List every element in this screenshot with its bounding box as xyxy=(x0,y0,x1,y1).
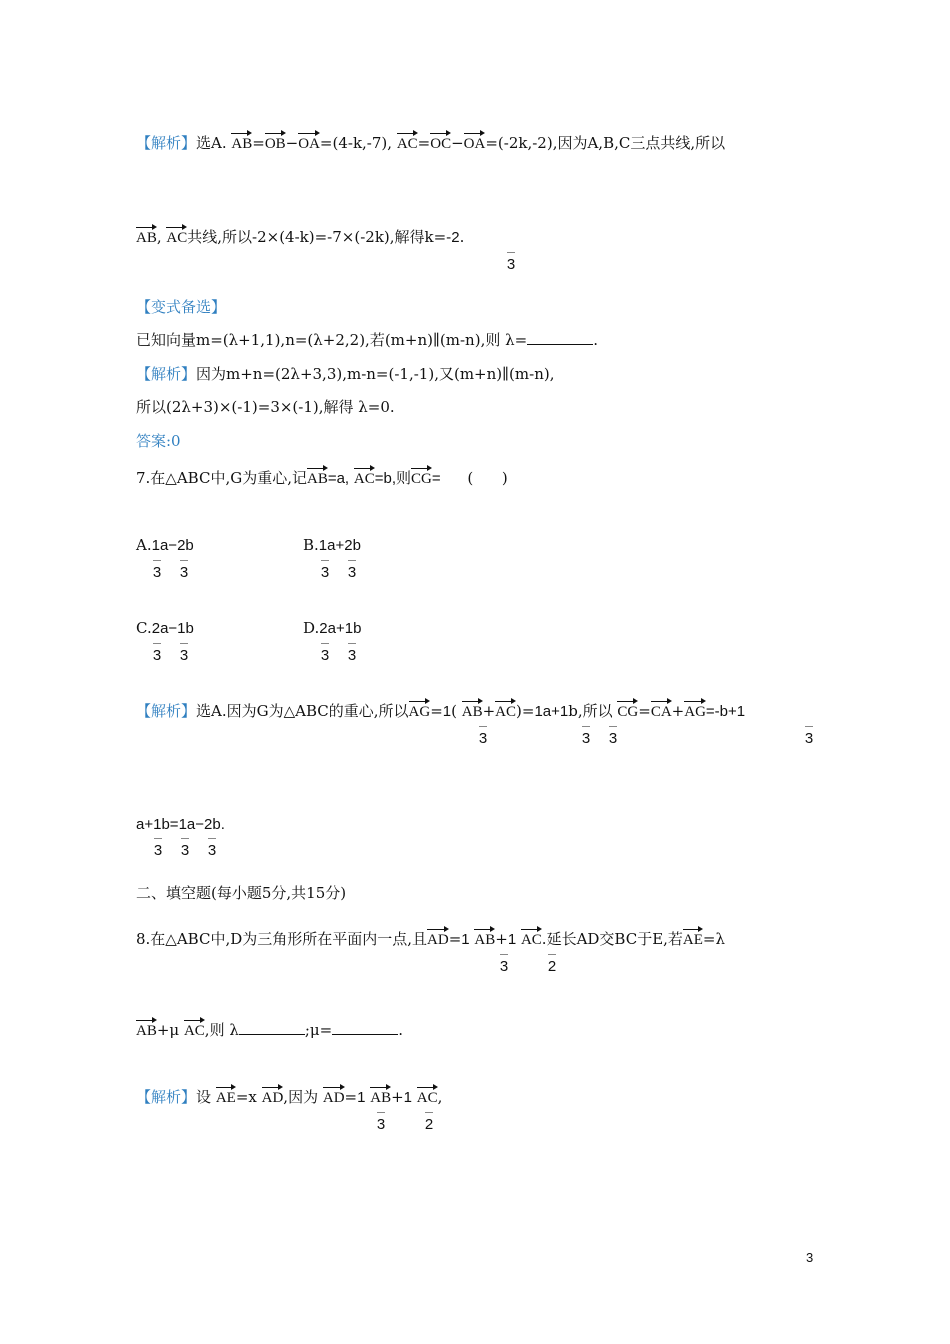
vector-AD: AD xyxy=(323,1086,345,1106)
question-8-solution: 【解析】设 AE=x AD,因为 AD=1 AB+1 AC, xyxy=(136,1088,443,1106)
vector-AC: AC xyxy=(354,467,375,487)
vector-AE: AE xyxy=(683,928,703,948)
vector-AC: AC xyxy=(495,700,516,720)
vector-AB: AB xyxy=(462,700,483,720)
solution-line-1: 【解析】选A. AB=OB−OA=(4-k,-7), AC=OC−OA=(-2k,-2),因为A,B,C三点共线,所以 xyxy=(136,134,726,152)
option-D-den-1: 3 xyxy=(320,647,330,664)
question-8-line-2: AB+μ AC,则 λ ;μ= . xyxy=(136,1021,403,1039)
vector-OC: OC xyxy=(430,132,451,152)
vector-CG: CG xyxy=(617,700,638,720)
option-B-den-2: 3 xyxy=(347,564,357,581)
fraction-denominator: 3 xyxy=(499,958,509,975)
solution-line-2: AB, AC共线,所以-2×(4-k)=-7×(-2k),解得k=-2. xyxy=(136,228,465,246)
vector-AG: AG xyxy=(409,700,431,720)
section-heading: 二、填空题(每小题5分,共15分) xyxy=(136,884,347,902)
fraction-denominator: 3 xyxy=(376,1116,386,1133)
fraction-denominator: 3 xyxy=(478,730,488,747)
option-A-den-1: 3 xyxy=(152,564,162,581)
vector-AC: AC xyxy=(184,1019,205,1039)
fraction-denominator: 2 xyxy=(547,958,557,975)
question-8-stem: 8.在△ABC中,D为三角形所在平面内一点,且AD=1 AB+1 AC.延长AD交BC于E,若AE=λ xyxy=(136,930,725,948)
option-C-den-2: 3 xyxy=(179,647,189,664)
question-7-solution-2: a+1b=1a−2b. xyxy=(136,816,225,833)
fraction-denominator: 3 xyxy=(804,730,814,747)
vector-AC: AC xyxy=(417,1086,438,1106)
vector-AB: AB xyxy=(231,132,252,152)
option-B-den-1: 3 xyxy=(320,564,330,581)
vector-AB: AB xyxy=(307,467,328,487)
variant-answer: 答案:0 xyxy=(136,432,181,450)
vector-OB: OB xyxy=(265,132,286,152)
fraction-denominator: 3 xyxy=(153,842,163,859)
option-B[interactable]: B.1a+2b xyxy=(303,536,361,554)
vector-CA: CA xyxy=(651,700,672,720)
vector-AD: AD xyxy=(427,928,449,948)
vector-CG: CG xyxy=(411,467,432,487)
vector-AB: AB xyxy=(474,928,495,948)
variant-heading: 【变式备选】 xyxy=(136,298,227,316)
variant-solution-1: 【解析】因为m+n=(2λ+3,3),m-n=(-1,-1),又(m+n)∥(m-n), xyxy=(136,365,555,383)
fraction-denominator: 2 xyxy=(424,1116,434,1133)
vector-AC: AC xyxy=(166,226,187,246)
vector-OA: OA xyxy=(298,132,320,152)
question-7-solution-1: 【解析】选A.因为G为△ABC的重心,所以AG=1( AB+AC)=1a+1b,所以 CG=CA+AG=-b+1 xyxy=(136,702,746,720)
page-number: 3 xyxy=(806,1250,814,1265)
fraction-denominator: 3 xyxy=(207,842,217,859)
option-D[interactable]: D.2a+1b xyxy=(303,619,362,637)
answer-blank-mu[interactable] xyxy=(332,1020,398,1035)
vector-AC: AC xyxy=(397,132,418,152)
variant-question: 已知向量m=(λ+1,1),n=(λ+2,2),若(m+n)∥(m-n),则 λ= . xyxy=(136,331,598,349)
fraction-denominator: 3 xyxy=(180,842,190,859)
fraction-denominator: 3 xyxy=(506,256,516,273)
fraction-numerator: 2 xyxy=(451,229,460,246)
option-A[interactable]: A.1a−2b xyxy=(136,536,194,554)
analysis-tag: 【解析】 xyxy=(136,134,197,152)
vector-AE: AE xyxy=(216,1086,236,1106)
vector-AC: AC xyxy=(521,928,542,948)
option-A-den-2: 3 xyxy=(179,564,189,581)
vector-AD: AD xyxy=(262,1086,284,1106)
answer-blank xyxy=(527,330,593,345)
answer-blank-lambda[interactable] xyxy=(239,1020,305,1035)
question-7-stem: 7.在△ABC中,G为重心,记AB=a, AC=b,则CG= ( ) xyxy=(136,469,508,487)
variant-solution-2: 所以(2λ+3)×(-1)=3×(-1),解得 λ=0. xyxy=(136,398,395,416)
fraction-denominator: 3 xyxy=(608,730,618,747)
vector-AB: AB xyxy=(136,1019,157,1039)
vector-AB: AB xyxy=(136,226,157,246)
fraction-denominator: 3 xyxy=(581,730,591,747)
vector-AB: AB xyxy=(370,1086,391,1106)
vector-OA: OA xyxy=(464,132,486,152)
option-C[interactable]: C.2a−1b xyxy=(136,619,194,637)
option-D-den-2: 3 xyxy=(347,647,357,664)
vector-AG: AG xyxy=(684,700,706,720)
option-C-den-1: 3 xyxy=(152,647,162,664)
